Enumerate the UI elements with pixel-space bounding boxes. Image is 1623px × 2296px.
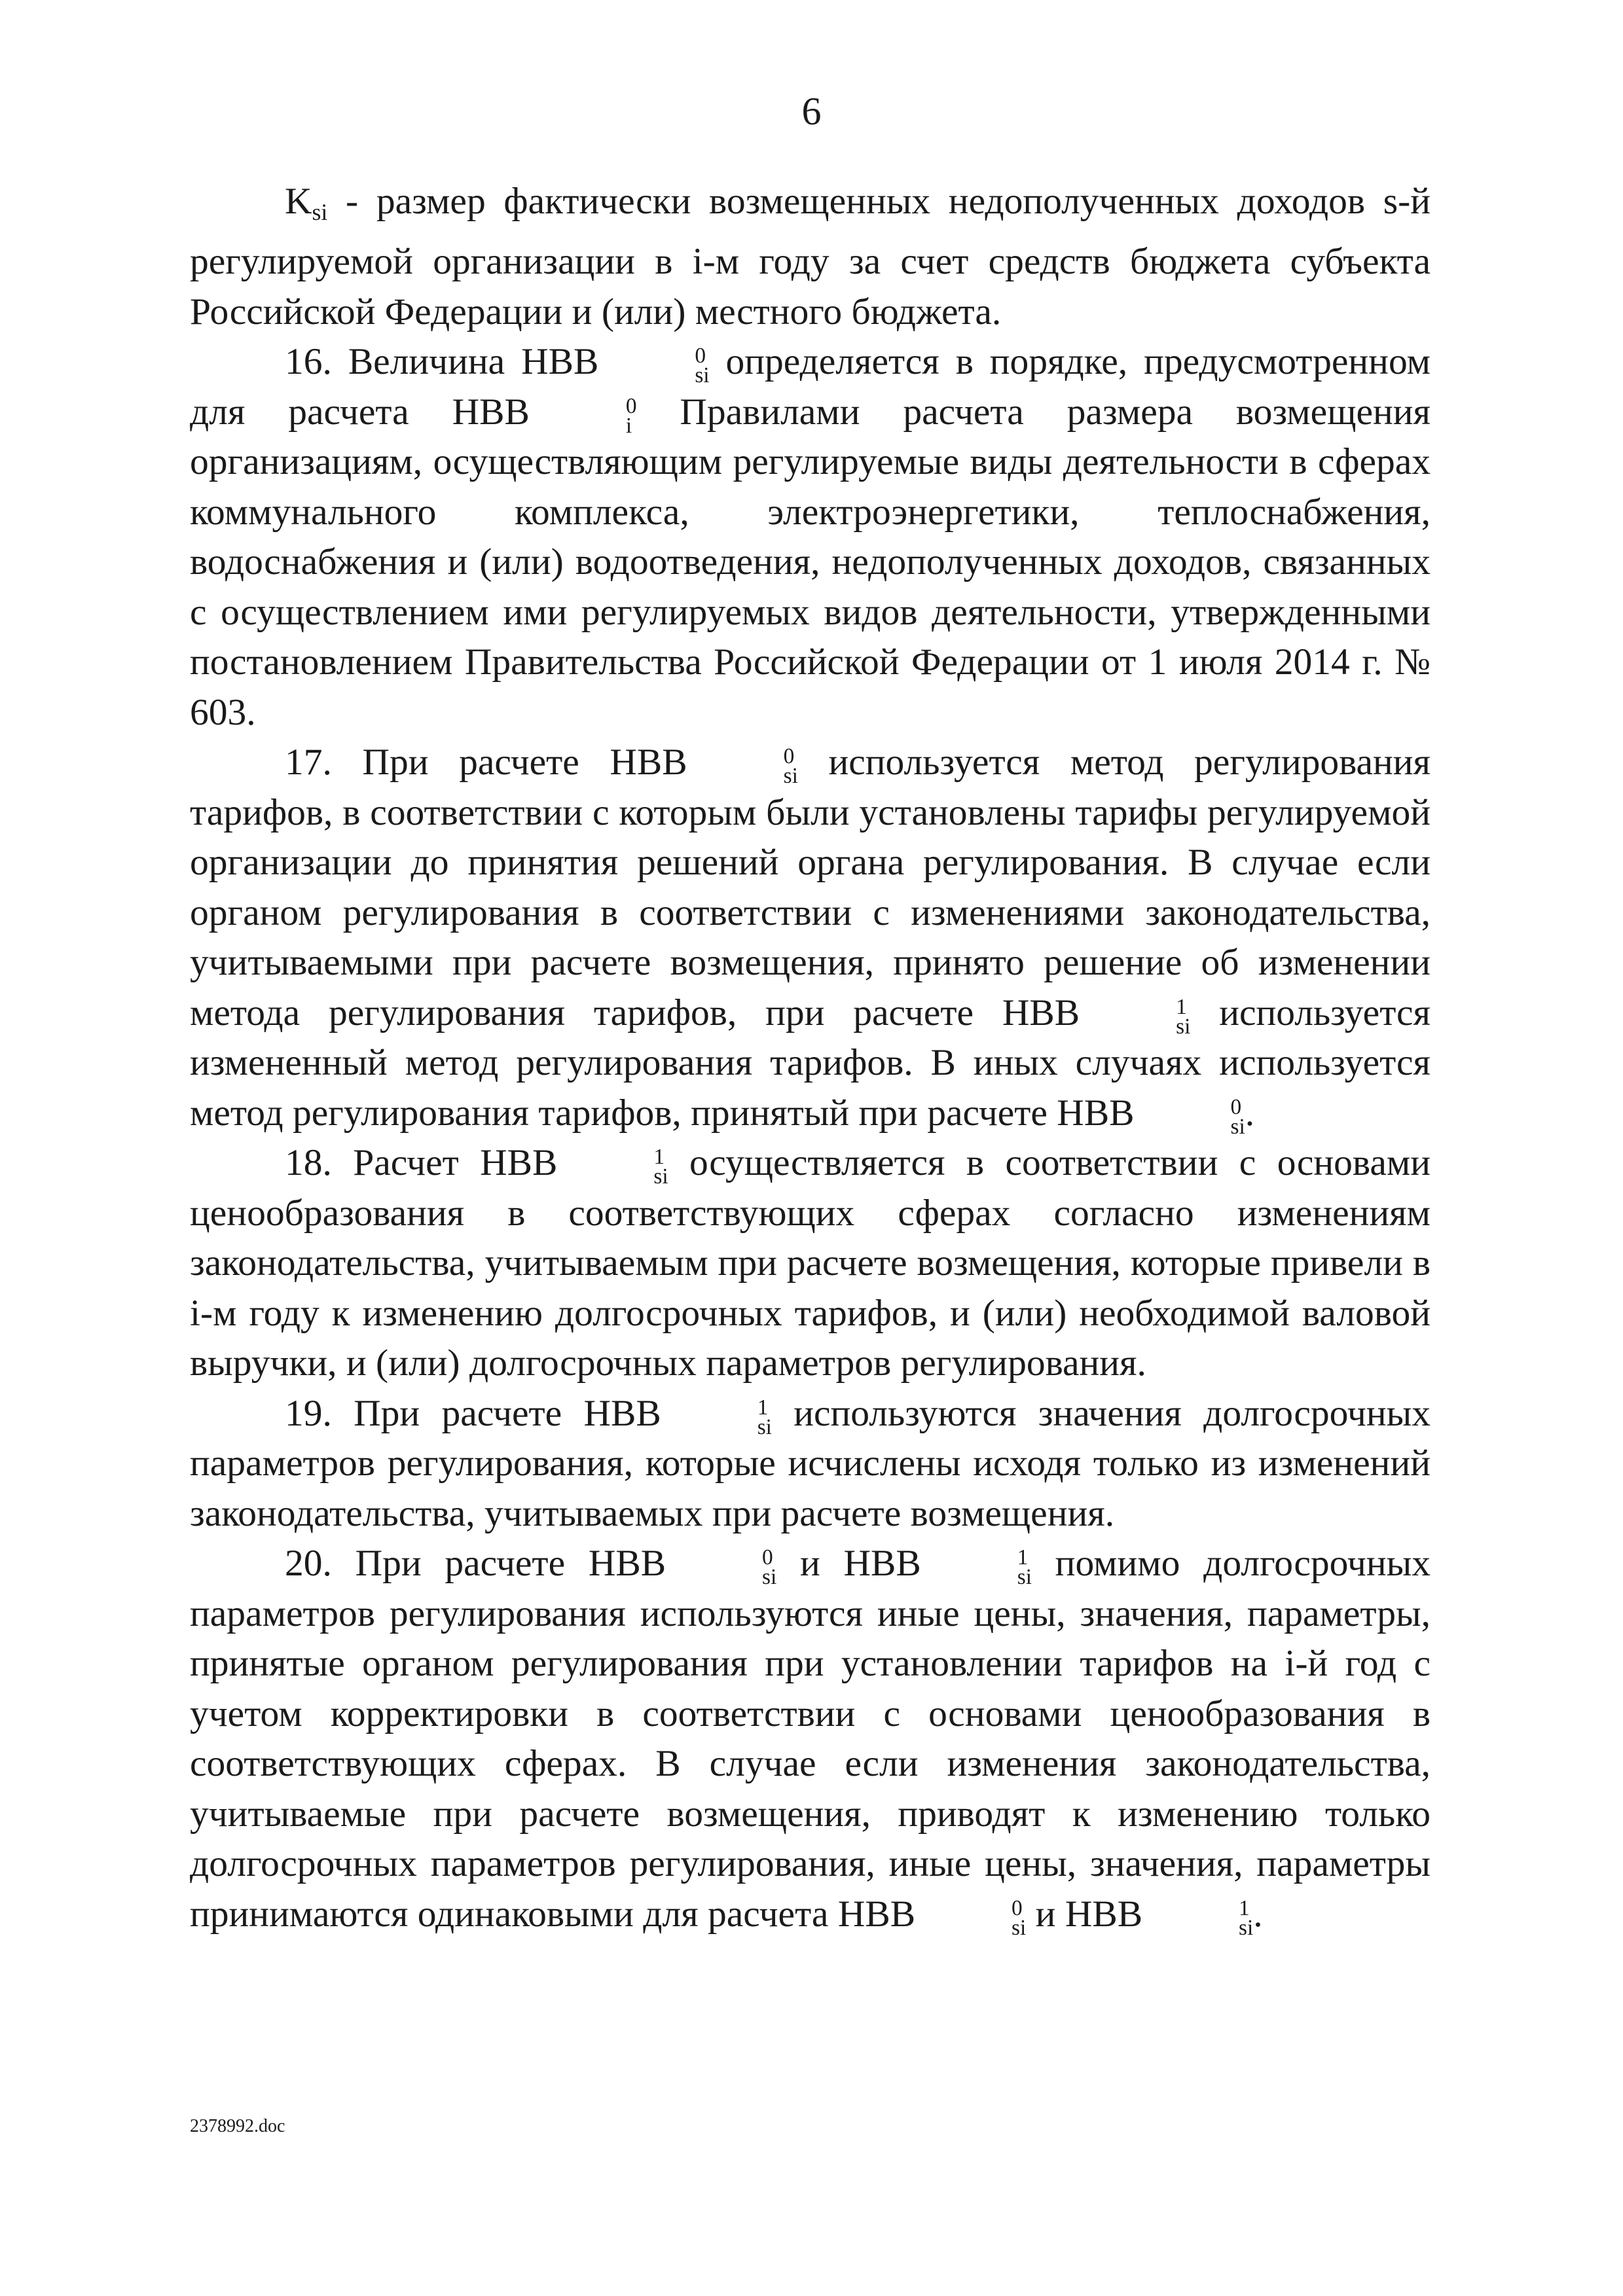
symbol-hbb0-si xyxy=(521,341,710,388)
paragraph-20-text-2: и xyxy=(776,1543,844,1585)
symbol-hbb0-si xyxy=(588,1543,777,1590)
symbol-base: НВВ xyxy=(452,391,530,433)
paragraph-18-text-1: 18. Расчет xyxy=(285,1142,481,1184)
symbol-superscript: 1 xyxy=(1239,1895,1250,1920)
paragraph-20 xyxy=(190,1539,1431,1939)
symbol-base: НВВ xyxy=(837,1893,916,1935)
symbol-subscript: i xyxy=(625,413,632,438)
symbol-indices xyxy=(917,1895,1027,1940)
symbol-base: НВВ xyxy=(843,1543,921,1585)
symbol-hbb0-i xyxy=(452,391,637,438)
symbol-subscript: si xyxy=(1176,1014,1191,1039)
symbol-subscript: si xyxy=(1012,1915,1027,1940)
symbol-base: НВВ xyxy=(1065,1893,1143,1935)
symbol-subscript: si xyxy=(1239,1915,1254,1940)
paragraph-16 xyxy=(190,337,1431,738)
symbol-indices xyxy=(667,1545,777,1590)
page-number: 6 xyxy=(801,90,822,133)
symbol-indices xyxy=(663,1395,772,1439)
paragraph-16-text-1: 16. Величина xyxy=(285,341,522,383)
symbol-hbb1-si xyxy=(843,1543,1032,1590)
symbol-superscript: 1 xyxy=(1017,1545,1029,1570)
symbol-indices xyxy=(558,1147,668,1187)
paragraph-17 xyxy=(190,738,1431,1138)
paragraph-17-text-4: . xyxy=(1245,1092,1255,1134)
footer-filename: 2378992.doc xyxy=(190,2116,285,2136)
paragraph-18-text-2: осуществляется в соответствии с основами ценообразования в соответствующих сферах согласно изменениям законодательства, учитываемым при расчете возмещения, которые привели в i-м году к изменению долгосрочных тарифов, и (или) необходимой валовой выручки, и (или) долгосрочных параметров регулирования. xyxy=(190,1142,1431,1384)
symbol-k-subscript: si xyxy=(312,198,328,225)
symbol-indices xyxy=(1081,994,1191,1039)
symbol-subscript: si xyxy=(762,1565,777,1590)
symbol-subscript: si xyxy=(1017,1565,1032,1590)
symbol-base: НВВ xyxy=(610,742,687,783)
paragraph-20-text-5: . xyxy=(1253,1893,1263,1935)
symbol-indices xyxy=(1136,1094,1245,1139)
symbol-indices xyxy=(600,346,709,386)
symbol-superscript: 0 xyxy=(625,393,637,418)
symbol-base: НВВ xyxy=(521,341,599,383)
paragraph-16-text-2: определяется в порядке, предусмотренном для расчета xyxy=(190,341,1431,433)
paragraph-ksi-text: - размер фактически возмещенных недополученных доходов s-й регулируемой организации в i-м году за счет средств бюджета субъекта Российской Федерации и (или) местного бюджета. xyxy=(190,181,1431,332)
symbol-subscript: si xyxy=(695,363,710,388)
paragraph-20-text-1: 20. При расчете xyxy=(285,1543,589,1585)
symbol-hbb0-si xyxy=(610,742,798,789)
symbol-superscript: 1 xyxy=(653,1145,665,1170)
paragraph-20-text-4: и xyxy=(1026,1893,1065,1935)
symbol-k-base: K xyxy=(285,181,312,222)
document-body xyxy=(190,177,1431,1939)
symbol-hbb1-si xyxy=(1065,1893,1254,1940)
symbol-indices xyxy=(1144,1895,1254,1940)
symbol-superscript: 0 xyxy=(762,1545,773,1570)
symbol-indices xyxy=(531,393,637,438)
symbol-hbb1-si xyxy=(480,1142,668,1189)
symbol-base: НВВ xyxy=(588,1543,666,1585)
symbol-hbb0-si xyxy=(1057,1092,1245,1139)
symbol-base: НВВ xyxy=(583,1392,661,1434)
symbol-subscript: si xyxy=(783,764,798,789)
paragraph-19 xyxy=(190,1389,1431,1539)
paragraph-17-text-3: используется измененный метод регулирования тарифов. В иных случаях используется метод регулирования тарифов, принятый при расчете xyxy=(190,992,1431,1134)
symbol-indices xyxy=(922,1545,1032,1590)
paragraph-ksi-definition xyxy=(190,177,1431,337)
paragraph-16-text-3: Правилами расчета размера возмещения организациям, осуществляющим регулируемые виды деятельности в сферах коммунального комплекса, электроэнергетики, теплоснабжения, водоснабжения и (или) водоотведения, недополученных доходов, связанных с осуществлением ими регулируемых видов деятельности, утвержденными постановлением Правительства Российской Федерации от 1 июля 2014 г. № 603. xyxy=(190,391,1431,733)
symbol-base: НВВ xyxy=(1057,1092,1135,1134)
symbol-hbb1-si xyxy=(583,1392,772,1439)
symbol-k-si xyxy=(285,181,328,225)
symbol-superscript: 1 xyxy=(1176,994,1187,1019)
paragraph-17-text-2: используется метод регулирования тарифов, в соответствии с которым были установлены тарифы регулируемой организации до принятия решений органа регулирования. В случае если органом регулирования в соответствии с изменениями законодательства, учитываемыми при расчете возмещения, принято решение об изменении метода регулирования тарифов, при расчете xyxy=(190,742,1431,1033)
symbol-hbb1-si xyxy=(1002,992,1191,1039)
symbol-hbb0-si xyxy=(837,1893,1027,1940)
symbol-superscript: 0 xyxy=(695,344,706,368)
symbol-subscript: si xyxy=(757,1414,772,1439)
paragraph-18 xyxy=(190,1138,1431,1389)
symbol-base: НВВ xyxy=(480,1142,558,1184)
symbol-superscript: 0 xyxy=(783,744,795,769)
symbol-subscript: si xyxy=(653,1164,668,1189)
symbol-base: НВВ xyxy=(1002,992,1080,1033)
paragraph-20-text-3: помимо долгосрочных параметров регулирования используются иные цены, значения, параметры, принятые органом регулирования при установлении тарифов на i-й год с учетом корректировки в соответствии с основами ценообразования в соответствующих сферах. В случае если изменения законодательства, учитываемые при расчете возмещения, приводят к изменению только долгосрочных параметров регулирования, иные цены, значения, параметры принимаются одинаковыми для расчета xyxy=(190,1543,1431,1935)
symbol-superscript: 0 xyxy=(1012,1895,1023,1920)
paragraph-19-text-2: используются значения долгосрочных параметров регулирования, которые исчислены исходя только из изменений законодательства, учитываемых при расчете возмещения. xyxy=(190,1392,1431,1534)
symbol-superscript: 1 xyxy=(757,1395,769,1420)
paragraph-19-text-1: 19. При расчете xyxy=(285,1392,584,1434)
symbol-subscript: si xyxy=(1230,1114,1245,1139)
symbol-superscript: 0 xyxy=(1230,1094,1242,1119)
symbol-indices xyxy=(689,744,798,789)
paragraph-17-text-1: 17. При расчете xyxy=(285,742,610,783)
